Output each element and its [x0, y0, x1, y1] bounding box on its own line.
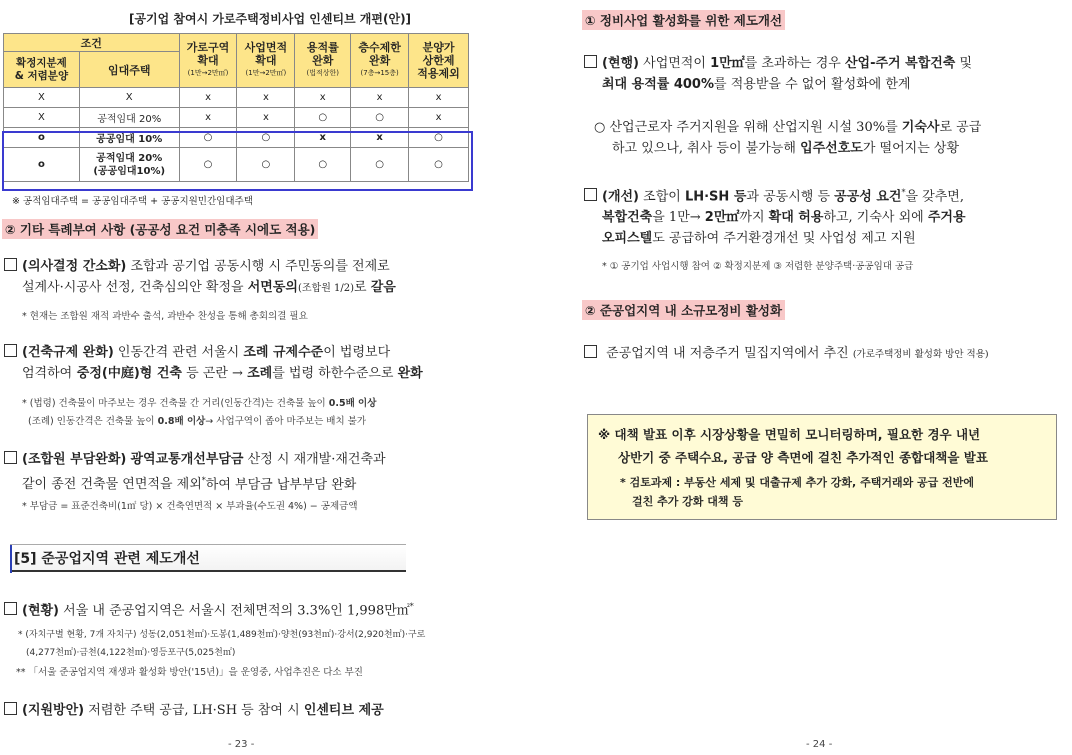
item-current-sub: ○ 산업근로자 주거지원을 위해 산업지원 시설 30%를 기숙사로 공급 하고 있으나, 취사 등이 불가능해 입주선호도가 떨어지는 상황 — [594, 120, 982, 156]
table-cell: 공적임대 20% — [79, 108, 179, 128]
item-support: (지원방안) 저렴한 주택 공급, LH·SH 등 참여 시 인센티브 제공 — [4, 700, 524, 721]
notice-line-2: 상반기 중 주택수요, 공급 양 측면에 걸친 추가적인 종합대책을 발표 — [618, 450, 988, 465]
table-cell: X — [4, 108, 80, 128]
item-decision-note: * 현재는 조합원 재적 과반수 출석, 과반수 찬성을 통해 총회의결 필요 — [22, 311, 308, 322]
item-status: (현황) 서울 내 준공업지역은 서울시 전체면적의 3.3%인 1,998만㎡* — [4, 596, 524, 621]
table-cell: ○ — [295, 148, 351, 182]
header-col-1: 가로구역 확대 (1만→2만㎡) — [179, 34, 237, 88]
table-cell: ○ — [295, 108, 351, 128]
checkbox-icon — [4, 702, 17, 715]
table-row — [4, 108, 469, 128]
item-improve: (개선) 조합이 LH·SH 등과 공동시행 등 공공성 요건*을 갖추면, 복합건축을 1만→ 2만㎡까지 확대 허용하고, 기숙사 외에 주거용 오피스텔도 공급하여 주거환경개선 및 사업성 제고 지원 — [584, 182, 1064, 249]
section-2-title-right: ② 준공업지역 내 소규모정비 활성화 — [582, 300, 785, 320]
checkbox-icon — [4, 344, 17, 357]
table-cell: ○ — [237, 128, 295, 148]
checkbox-icon — [584, 188, 597, 201]
table-cell: ○ — [237, 148, 295, 182]
header-sub-2: 임대주택 — [79, 52, 179, 88]
table-cell: o — [4, 148, 80, 182]
item-status-note-1: * (자치구별 현황, 7개 자치구) 성동(2,051천㎡)·도봉(1,489천㎡)·양천(93천㎡)·강서(2,920천㎡)·구로 — [18, 630, 426, 640]
table-cell: 공공임대 10% — [79, 128, 179, 148]
item-semi-industrial: 준공업지역 내 저층주거 밀집지역에서 추진 (가로주택정비 활성화 방안 적용) — [584, 343, 1064, 365]
table-cell: ○ — [179, 148, 237, 182]
table-cell: ○ — [351, 108, 409, 128]
page-23 — [0, 0, 532, 755]
table-cell: x — [409, 108, 469, 128]
item-burden-note: * 부담금 = 표준건축비(1㎡ 당) × 건축연면적 × 부과율(수도권 4%) − 공제금액 — [22, 501, 358, 512]
table-cell: x — [351, 128, 409, 148]
page-number: - 24 - — [806, 739, 833, 750]
item-improve-note: * ① 공기업 사업시행 참여 ② 확정지분제 ③ 저렴한 분양주택·공공임대 공급 — [602, 261, 914, 272]
table-cell: x — [295, 88, 351, 108]
item-decision: (의사결정 간소화) 조합과 공기업 공동시행 시 주민동의를 전제로 설계사·시공사 선정, 건축심의안 확정을 서면동의(조합원 1/2)로 갈음 — [4, 256, 524, 299]
section-5-heading: [5] 준공업지역 관련 제도개선 — [10, 544, 406, 572]
table-cell: ○ — [409, 128, 469, 148]
table-cell: x — [237, 108, 295, 128]
notice-note-1: * 검토과제 : 부동산 세제 및 대출규제 추가 강화, 주택거래와 공급 전반에 — [620, 476, 974, 489]
header-condition: 조건 — [4, 34, 180, 52]
section-2-title: ② 기타 특례부여 사항 (공공성 요건 미충족 시에도 적용) — [2, 219, 318, 239]
table-note: ※ 공적임대주택 = 공공임대주택 + 공공지원민간임대주택 — [12, 196, 253, 207]
table-cell: o — [4, 128, 80, 148]
highlight-box — [2, 131, 473, 191]
item-building: (건축규제 완화) 인동간격 관련 서울시 조례 규제수준이 법령보다 엄격하여 중정(中庭)형 건축 등 곤란 → 조례를 법령 하한수준으로 완화 — [4, 342, 524, 384]
header-col-2: 사업면적 확대 (1만→2만㎡) — [237, 34, 295, 88]
table-cell: X — [4, 88, 80, 108]
table-cell: x — [351, 88, 409, 108]
heading-accent-bar — [10, 545, 12, 573]
item-current: (현행) 사업면적이 1만㎡를 초과하는 경우 산업-주거 복합건축 및 최대 용적률 400%를 적용받을 수 없어 활성화에 한계 — [584, 53, 1064, 95]
table-cell: x — [409, 88, 469, 108]
header-col-5: 분양가 상한제 적용제외 — [409, 34, 469, 88]
checkbox-icon — [4, 451, 17, 464]
item-status-note-2: (4,277천㎡)·금천(4,122천㎡)·영등포구(5,025천㎡) — [26, 648, 236, 658]
notice-note-2: 걸친 추가 강화 대책 등 — [632, 495, 743, 508]
item-building-note-1: * (법령) 건축물이 마주보는 경우 건축물 간 거리(인동간격)는 건축물 높이 0.5배 이상 — [22, 398, 377, 409]
table-cell: ○ — [409, 148, 469, 182]
checkbox-icon — [4, 602, 17, 615]
notice-line-1: ※ 대책 발표 이후 시장상황을 면밀히 모니터링하며, 필요한 경우 내년 — [598, 427, 981, 442]
table-cell: x — [237, 88, 295, 108]
section-1-title: ① 정비사업 활성화를 위한 제도개선 — [582, 10, 785, 30]
table-cell: X — [79, 88, 179, 108]
header-sub-1: 확정지분제 & 저렴분양 — [4, 52, 80, 88]
page-24 — [560, 0, 1072, 755]
header-col-3: 용적률 완화 (법적상한) — [295, 34, 351, 88]
table-cell: ○ — [179, 128, 237, 148]
item-burden: (조합원 부담완화) 광역교통개선부담금 산정 시 재개발·재건축과 같이 종전 건축물 연면적을 제외*하여 부담금 납부부담 완화 — [4, 449, 524, 495]
checkbox-icon — [584, 55, 597, 68]
table-cell: 공적임대 20% (공공임대10%) — [79, 148, 179, 182]
checkbox-icon — [584, 345, 597, 358]
table-cell: x — [179, 108, 237, 128]
table-cell: ○ — [351, 148, 409, 182]
monitoring-notice-box — [587, 414, 1057, 520]
header-col-4: 층수제한 완화 (7층→15층) — [351, 34, 409, 88]
table-cell: x — [295, 128, 351, 148]
table-title: [공기업 참여시 가로주택정비사업 인센티브 개편(안)] — [128, 12, 412, 26]
table-cell: x — [179, 88, 237, 108]
checkbox-icon — [4, 258, 17, 271]
item-status-note-3: ** 「서울 준공업지역 재생과 활성화 방안('15년)」을 운영중, 사업추진은 다소 부진 — [16, 667, 363, 678]
item-building-note-2: (조례) 인동간격은 건축물 높이 0.8배 이상→ 사업구역이 좁아 마주보는 배치 불가 — [28, 416, 367, 427]
table-row — [4, 88, 469, 108]
page-number: - 23 - — [228, 739, 255, 750]
